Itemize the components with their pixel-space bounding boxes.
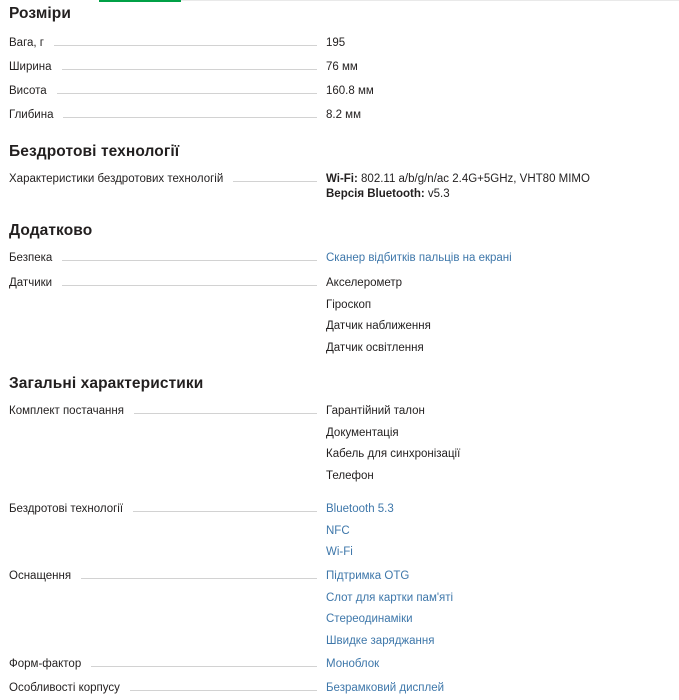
dotted-leader [62,69,317,70]
wifi-spec [326,171,679,187]
section-title-extra: Додатково [9,222,93,239]
spec-value: 76 мм [326,61,358,73]
tab-bar-divider [181,0,679,1]
bluetooth-value: v5.3 [424,188,450,200]
spec-value-link[interactable]: Безрамковий дисплей [326,682,445,694]
spec-value: Гарантійний талон [326,405,425,417]
dotted-leader [134,413,317,414]
spec-value: Кабель для синхронізації [326,448,461,460]
spec-value-link[interactable]: Стереодинаміки [326,613,413,625]
spec-value-link[interactable]: NFC [326,524,350,537]
section-wireless [9,142,679,200]
dotted-leader [62,260,317,261]
spec-label: Комплект постачання [9,405,124,417]
spec-label: Вага, г [9,37,44,49]
spec-value: 195 [326,37,346,49]
spec-label: Оснащення [9,570,72,582]
section-title-general: Загальні характеристики [9,375,204,392]
spec-label: Висота [9,85,47,97]
spec-value: Телефон [326,469,374,482]
dotted-leader [63,117,317,118]
section-extra [9,221,679,354]
spec-value: Документація [326,426,399,439]
spec-value-link[interactable]: Швидке заряджання [326,634,435,647]
dotted-leader [133,511,317,512]
spec-label: Безпека [9,252,53,264]
wifi-key: Wi-Fi: [326,173,358,185]
spec-value-link[interactable]: Слот для картки пам'яті [326,591,454,604]
spec-label: Ширина [9,61,52,73]
spec-value: 160.8 мм [326,85,374,97]
bluetooth-key: Версія Bluetooth: [326,188,425,200]
spec-label: Характеристики бездротових технологій [9,173,224,185]
spec-label: Глибина [9,109,54,121]
spec-label: Бездротові технології [9,503,124,515]
spec-value-link[interactable]: Моноблок [326,658,380,670]
dotted-leader [91,666,317,667]
dotted-leader [81,578,317,579]
section-sizes [9,4,679,121]
spec-value: Датчик наближення [326,320,431,332]
spec-label: Датчики [9,277,53,289]
spec-value-link[interactable]: Wi-Fi [326,546,353,558]
wifi-value: 802.11 a/b/g/n/ac 2.4G+5GHz, VHT80 MIMO [357,173,590,185]
spec-label: Особливості корпусу [9,682,120,694]
spec-value: 8.2 мм [326,109,361,121]
spec-value: Гіроскоп [326,298,372,311]
spec-value-link[interactable]: Підтримка OTG [326,570,410,582]
spec-value: Акселерометр [326,277,403,289]
section-title-wireless: Бездротові технології [9,143,180,160]
dotted-leader [233,181,317,182]
bluetooth-spec [326,186,679,202]
dotted-leader [57,93,317,94]
spec-value: Датчик освітлення [326,341,424,354]
dotted-leader [62,285,317,286]
spec-value-link[interactable]: Bluetooth 5.3 [326,503,394,515]
dotted-leader [130,690,317,691]
section-general [9,374,679,694]
dotted-leader [54,45,317,46]
section-title-sizes: Розміри [9,5,72,22]
spec-label: Форм-фактор [9,658,82,670]
active-tab-indicator [99,0,181,2]
spec-value-link[interactable]: Сканер відбитків пальців на екрані [326,252,512,264]
